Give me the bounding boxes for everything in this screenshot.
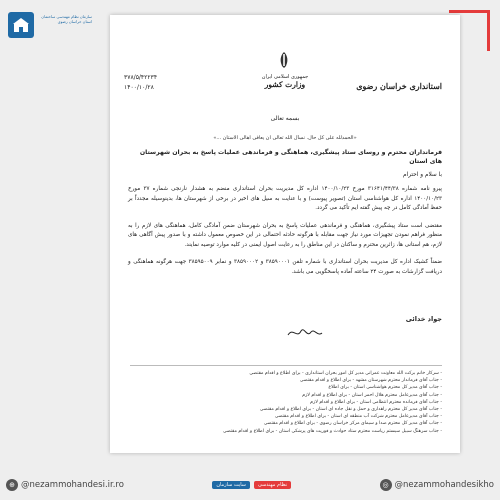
letter-number: ۳۷۸/۵/۴۲۲۳۴ (124, 74, 158, 81)
copy-item: - جناب آقای مدیرعامل محترم شرکت آب منطقه ای استان - برای اطلاع و اقدام مقتضی (274, 414, 442, 420)
paragraph-1: پیرو نامه شماره ۳۱۶۴۱/۴۴/۳۸ مورخ ۱۴۰۰/۱۰/۲۳ اداره کل مدیریت بحران استانداری منضم به هشدار نارنجی شماره ۳۷ مورخ ۱۴۰۰/۱۰/۲۳ اداره کل هواشناسی استان (تصویر پیوست) و با عنایت به سیل های اخیر در برخی از شهرستان ها، بدینوسیله مجدداً بر حفظ آمادگی کامل در چه پیش گفته ایم تأکید می گردد. (128, 186, 442, 211)
building-logo-icon (8, 12, 34, 38)
footer-website-link[interactable] (6, 479, 124, 491)
letter-date: ۱۴۰۰/۱۰/۲۸ (124, 84, 154, 91)
copy-item: - جناب آقای فرمانده محترم انتظامی استان - برای اطلاع و اقدام لازم (310, 399, 442, 405)
footer-link-org[interactable]: نظام مهندسی (254, 481, 291, 489)
iran-emblem-icon (277, 51, 291, 69)
official-letter (110, 15, 460, 453)
governorate-title: استانداری خراسان رضوی (356, 81, 442, 91)
copy-item: - جناب آقای مدیر کل محترم صدا و سیمای مرکز خراسان رضوی - برای اطلاع و اقدام مقتضی (263, 421, 442, 427)
letter-body (128, 148, 442, 285)
basmala: بسمه تعالی (270, 115, 300, 122)
opening-quote: «الحمدلله علی کل حال. نسأل الله تعالی ان یعافی اهالی الاستان ...» (213, 135, 357, 141)
footer-link-site[interactable]: سایت سازمان (212, 481, 250, 489)
copies-list (130, 365, 442, 435)
copy-item: - جناب آقای مدیرعامل محترم هلال احمر استان - برای اطلاع و اقدام لازم (302, 392, 442, 398)
website-handle: @nezammohandesi.ir.ro (21, 480, 124, 490)
letter-meta (124, 73, 157, 93)
copy-item: - جناب آقای مدیر کل محترم هواشناسی استان - برای اطلاع (328, 385, 442, 391)
copy-item: - سرکار خانم برکت الله معاونت عمرانی مدیر کل امور بحران استانداری - برای اطلاع و اقدام مقتضی (249, 371, 442, 376)
copy-item: - جناب سرهنگ سبیل سیستم ریاست محترم ستاد حوادث و فوریت های پزشکی استان - برای اطلاع و اقدام مقتضی (222, 428, 442, 434)
copy-item: - جناب آقای فرماندار محترم شهرستان مشهد - برای اطلاع و اقدام مقتضی (299, 378, 442, 384)
copy-item: - جناب آقای مدیر کل محترم راهداری و حمل و نقل جاده ای استان - برای اطلاع و اقدام مقتضی (259, 407, 442, 413)
republic-title: جمهوری اسلامی ایران (261, 74, 309, 80)
footer-social-link[interactable] (380, 479, 494, 491)
footer-bar (0, 470, 500, 500)
organization-name: سازمان نظام مهندسی ساختمان استان خراسان رضوی (41, 14, 92, 24)
letter-header (110, 15, 460, 105)
globe-icon: ⊕ (6, 479, 18, 491)
social-handle: @nezammohandesikho (394, 480, 494, 490)
addressee: فرمانداران محترم و روسای ستاد پیشگیری، هماهنگی و فرماندهی عملیات پاسخ به بحران شهرستان های استان (139, 149, 442, 165)
ministry-title: وزارت کشور (264, 80, 306, 89)
paragraph-3: ضمناً کشیک اداره کل مدیریت بحران استانداری با شماره تلفن ۳۸۵۹۰۰۰۱ و ۳۸۵۹۰۰۰۲ و نمابر ۳۸۵۹۵۰۰۹ جهت هرگونه هماهنگی و دریافت گزارشات به صورت ۲۴ ساعته آماده پاسخگویی می باشد. (128, 259, 442, 275)
footer-center-links (212, 481, 291, 489)
organization-logo (8, 12, 94, 64)
signer-name: جواد خدائی (405, 315, 442, 323)
greeting: با سلام و احترام (403, 172, 442, 178)
handwritten-signature (285, 325, 325, 341)
instagram-icon: ◎ (380, 479, 392, 491)
paragraph-2: مقتضی است ستاد پیشگیری، هماهنگی و فرماندهی عملیات پاسخ به بحران شهرستان ضمن آمادگی کامل، هماهنگی های لازم را به منظور فراهم نمودن تجهیزات مورد نیاز جهت مقابله با هرگونه حادثه احتمالی در این خصوص معمول داشته و با صدور پیش آگاهی های لازم، هم استانی ها، زائرین محترم و ساکنان در این مناطق را به رعایت اصول ایمنی در کلیه موارد توصیه نمایند. (128, 222, 442, 248)
